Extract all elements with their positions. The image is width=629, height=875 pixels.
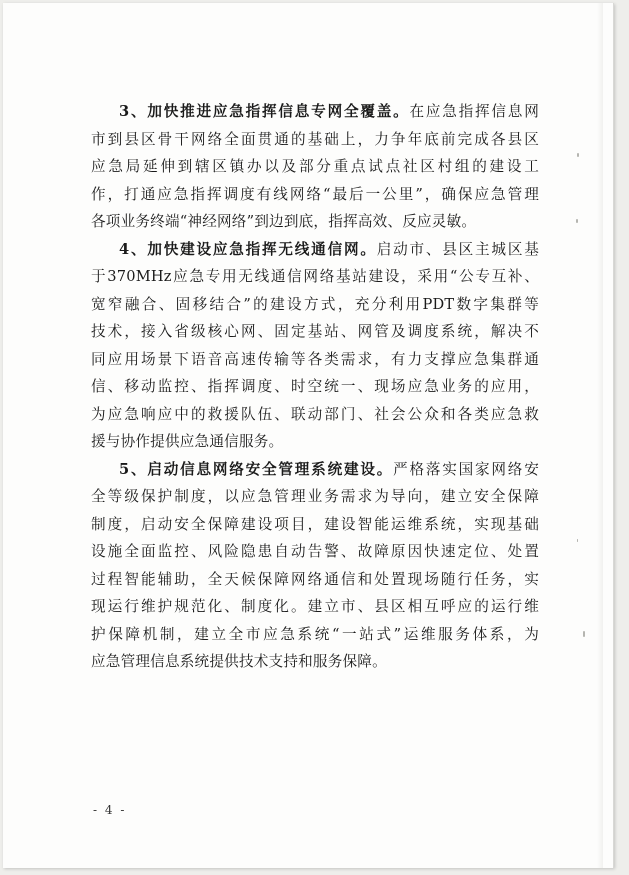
text-line	[91, 456, 539, 484]
text-fragment: 严格落实国家网络安	[393, 460, 539, 478]
section-heading: 5、启动信息网络安全管理系统建设。	[119, 460, 394, 478]
scan-shadow-edge	[597, 3, 603, 868]
text-fragment: 在应急指挥信息网	[409, 103, 539, 120]
text-line: 全等级保护制度，以应急管理业务需求为导向，建立安全保障	[91, 488, 539, 505]
text-line: 应急局延伸到辖区镇办以及部分重点试点社区村组的建设工	[91, 158, 539, 175]
text-line: 过程智能辅助，全天候保障网络通信和处置现场随行任务，实	[91, 570, 539, 588]
text-line: 制度，启动安全保障建设项目，建设智能运维系统，实现基础	[91, 515, 539, 533]
scan-speck	[576, 219, 578, 223]
text-line: 于370MHz应急专用无线通信网络基站建设，采用“公专互补、	[91, 268, 539, 285]
body-text	[91, 98, 539, 676]
paragraph-section-5	[91, 456, 539, 676]
text-line: 援与协作提供应急通信服务。	[91, 433, 284, 450]
text-line: 设施全面监控、风险隐患自动告警、故障原因快速定位、处置	[91, 543, 539, 560]
scan-speck	[583, 631, 585, 637]
section-heading: 4、加快建设应急指挥无线通信网。	[119, 240, 377, 258]
text-line: 现运行维护规范化、制度化。建立市、县区相互呼应的运行维	[91, 598, 539, 615]
document-page	[3, 3, 614, 868]
text-line: 市到县区骨干网络全面贯通的基础上，力争年底前完成各县区	[91, 130, 539, 148]
paragraph-section-3	[91, 98, 539, 236]
text-fragment: 启动市、县区主城区基	[376, 240, 539, 258]
text-line: 应急管理信息系统提供技术支持和服务保障。	[91, 653, 387, 670]
text-line	[91, 236, 539, 264]
text-line: 护保障机制，建立全市应急系统“一站式”运维服务体系，为	[91, 625, 539, 643]
text-line: 宽窄融合、固移结合”的建设方式，充分利用PDT数字集群等	[91, 295, 539, 313]
text-line: 同应用场景下语音高速传输等各类需求，有力支撑应急集群通	[91, 350, 539, 368]
text-line	[91, 98, 539, 126]
paragraph-section-4	[91, 236, 539, 456]
scan-speck	[577, 153, 579, 157]
text-line: 为应急响应中的救援队伍、联动部门、社会公众和各类应急救	[91, 405, 539, 423]
scan-speck	[577, 539, 578, 542]
text-line: 技术，接入省级核心网、固定基站、网管及调度系统，解决不	[91, 323, 539, 340]
section-heading: 3、加快推进应急指挥信息专网全覆盖。	[119, 103, 410, 120]
text-line: 作，打通应急指挥调度有线网络“最后一公里”，确保应急管理	[91, 185, 539, 203]
text-line: 各项业务终端“神经网络”到边到底，指挥高效、反应灵敏。	[91, 213, 477, 230]
page-number: - 4 -	[93, 803, 127, 817]
text-line: 信、移动监控、指挥调度、时空统一、现场应急业务的应用，	[91, 378, 539, 395]
